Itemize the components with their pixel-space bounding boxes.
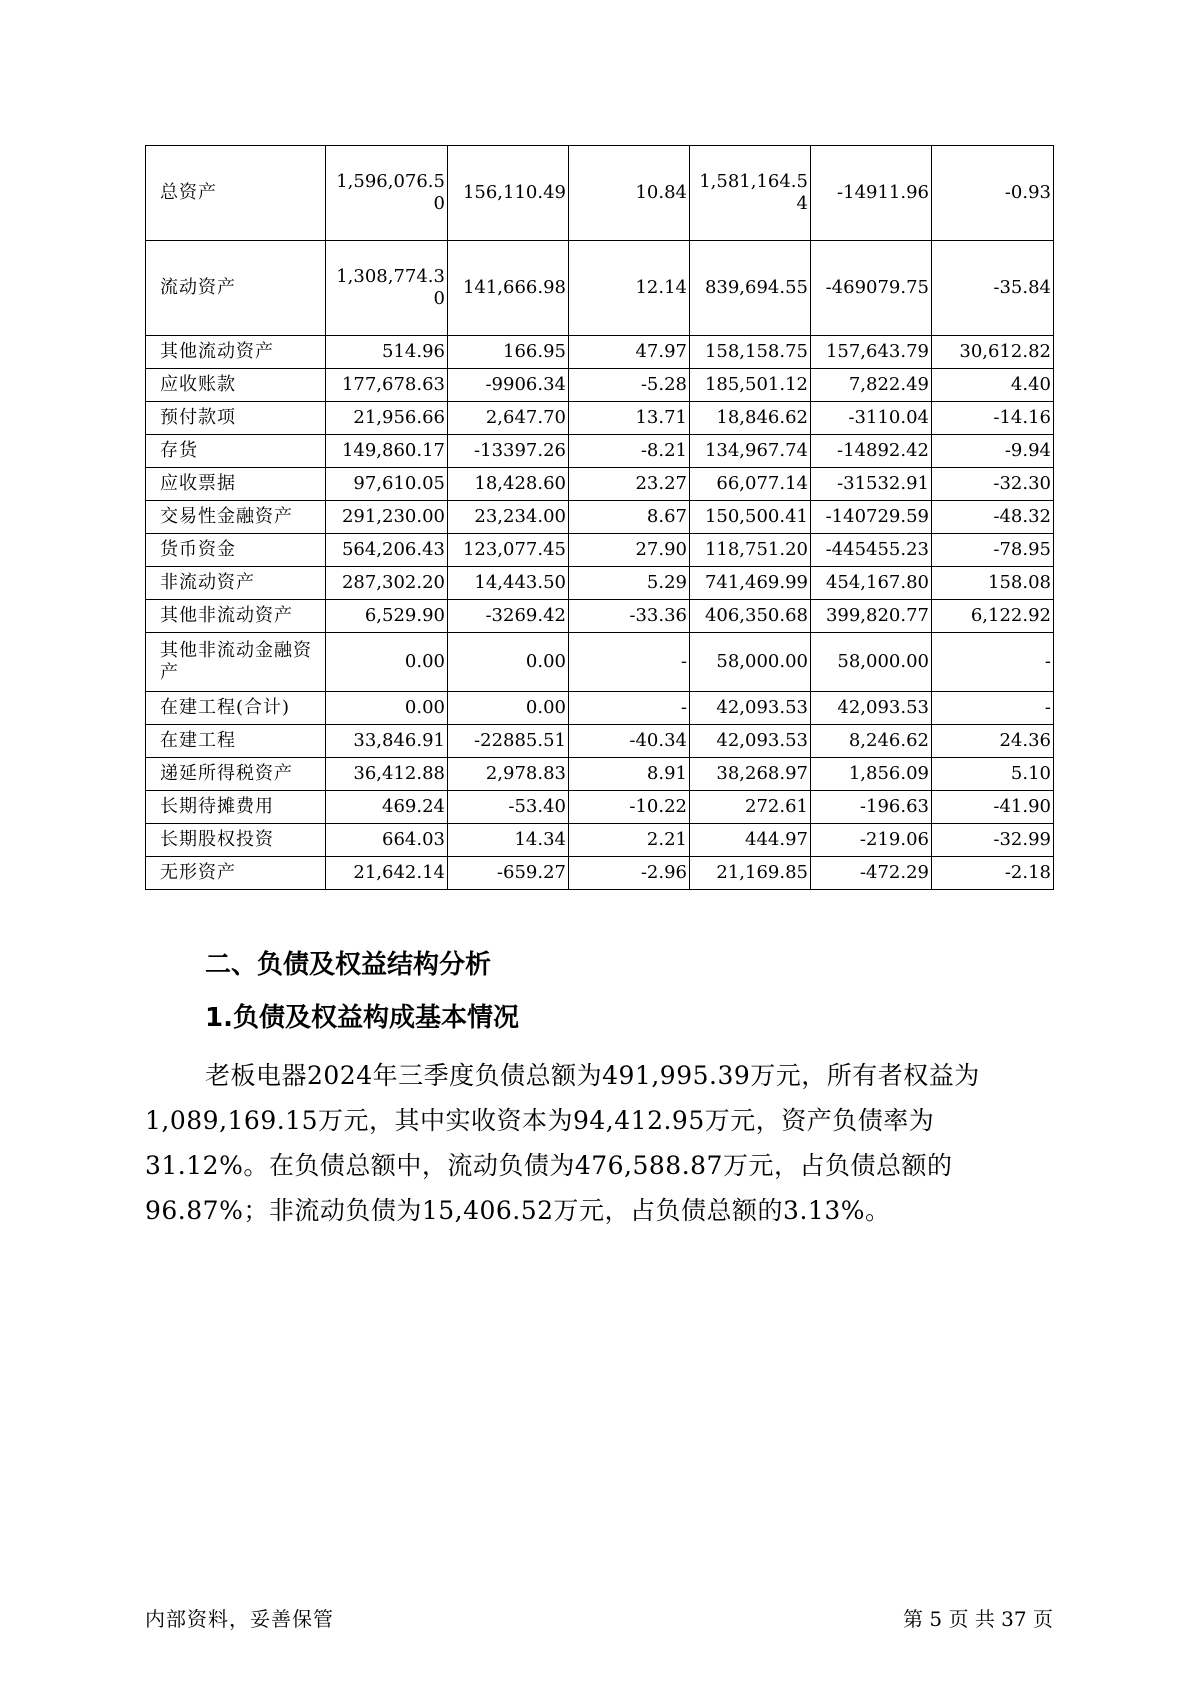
- value-cell: -32.30: [932, 468, 1054, 501]
- value-cell: 1,856.09: [811, 758, 932, 791]
- table-row: [146, 501, 1054, 534]
- value-cell: -41.90: [932, 791, 1054, 824]
- table-row: [146, 600, 1054, 633]
- row-label: 其他非流动资产: [146, 600, 326, 633]
- value-cell: 47.97: [569, 336, 690, 369]
- value-cell: 1,596,076.50: [326, 146, 448, 241]
- row-label: 交易性金融资产: [146, 501, 326, 534]
- value-cell: 287,302.20: [326, 567, 448, 600]
- value-cell: 4.40: [932, 369, 1054, 402]
- value-cell: 8.91: [569, 758, 690, 791]
- value-cell: -472.29: [811, 857, 932, 890]
- value-cell: 469.24: [326, 791, 448, 824]
- value-cell: -8.21: [569, 435, 690, 468]
- row-label: 其他非流动金融资产: [146, 633, 326, 692]
- value-cell: 150,500.41: [690, 501, 811, 534]
- value-cell: -22885.51: [448, 725, 569, 758]
- value-cell: 741,469.99: [690, 567, 811, 600]
- value-cell: 36,412.88: [326, 758, 448, 791]
- value-cell: -659.27: [448, 857, 569, 890]
- value-cell: 0.00: [448, 633, 569, 692]
- value-cell: -31532.91: [811, 468, 932, 501]
- value-cell: 134,967.74: [690, 435, 811, 468]
- value-cell: 8.67: [569, 501, 690, 534]
- value-cell: -40.34: [569, 725, 690, 758]
- value-cell: 18,846.62: [690, 402, 811, 435]
- row-label: 总资产: [146, 146, 326, 241]
- value-cell: 42,093.53: [690, 725, 811, 758]
- value-cell: -219.06: [811, 824, 932, 857]
- table-row: [146, 435, 1054, 468]
- value-cell: 291,230.00: [326, 501, 448, 534]
- row-label: 应收账款: [146, 369, 326, 402]
- row-label: 无形资产: [146, 857, 326, 890]
- footer-page-number: 第 5 页 共 37 页: [903, 1607, 1053, 1631]
- value-cell: 514.96: [326, 336, 448, 369]
- table-row: [146, 758, 1054, 791]
- value-cell: -469079.75: [811, 241, 932, 336]
- value-cell: 8,246.62: [811, 725, 932, 758]
- value-cell: 10.84: [569, 146, 690, 241]
- value-cell: 2.21: [569, 824, 690, 857]
- table-row: [146, 824, 1054, 857]
- value-cell: 1,308,774.30: [326, 241, 448, 336]
- value-cell: 123,077.45: [448, 534, 569, 567]
- value-cell: -2.18: [932, 857, 1054, 890]
- value-cell: 33,846.91: [326, 725, 448, 758]
- table-row: [146, 567, 1054, 600]
- value-cell: 166.95: [448, 336, 569, 369]
- row-label: 长期股权投资: [146, 824, 326, 857]
- value-cell: 18,428.60: [448, 468, 569, 501]
- value-cell: 38,268.97: [690, 758, 811, 791]
- value-cell: 97,610.05: [326, 468, 448, 501]
- value-cell: 664.03: [326, 824, 448, 857]
- value-cell: -445455.23: [811, 534, 932, 567]
- value-cell: 2,978.83: [448, 758, 569, 791]
- value-cell: 158.08: [932, 567, 1054, 600]
- row-label: 递延所得税资产: [146, 758, 326, 791]
- value-cell: 13.71: [569, 402, 690, 435]
- value-cell: -: [569, 692, 690, 725]
- value-cell: 149,860.17: [326, 435, 448, 468]
- value-cell: 141,666.98: [448, 241, 569, 336]
- value-cell: 23,234.00: [448, 501, 569, 534]
- value-cell: -5.28: [569, 369, 690, 402]
- table-row: [146, 791, 1054, 824]
- row-label: 长期待摊费用: [146, 791, 326, 824]
- value-cell: -: [569, 633, 690, 692]
- value-cell: -9906.34: [448, 369, 569, 402]
- value-cell: 185,501.12: [690, 369, 811, 402]
- value-cell: 5.10: [932, 758, 1054, 791]
- row-label: 其他流动资产: [146, 336, 326, 369]
- value-cell: 21,642.14: [326, 857, 448, 890]
- value-cell: 399,820.77: [811, 600, 932, 633]
- value-cell: -48.32: [932, 501, 1054, 534]
- value-cell: 454,167.80: [811, 567, 932, 600]
- table-row: [146, 857, 1054, 890]
- value-cell: -14.16: [932, 402, 1054, 435]
- value-cell: 21,956.66: [326, 402, 448, 435]
- value-cell: -32.99: [932, 824, 1054, 857]
- value-cell: 58,000.00: [690, 633, 811, 692]
- sub-heading: 1.负债及权益构成基本情况: [205, 1003, 519, 1033]
- body-paragraph: 老板电器2024年三季度负债总额为491,995.39万元，所有者权益为1,089,169.15万元，其中实收资本为94,412.95万元，资产负债率为31.12%。在负债总额中，流动负债为476,588.87万元，占负债总额的96.87%；非流动负债为15,406.52万元，占负债总额的3.13%。: [145, 1061, 980, 1225]
- value-cell: 2,647.70: [448, 402, 569, 435]
- value-cell: 156,110.49: [448, 146, 569, 241]
- value-cell: 1,581,164.54: [690, 146, 811, 241]
- value-cell: 0.00: [326, 633, 448, 692]
- value-cell: 0.00: [326, 692, 448, 725]
- value-cell: 66,077.14: [690, 468, 811, 501]
- value-cell: -0.93: [932, 146, 1054, 241]
- value-cell: -: [932, 692, 1054, 725]
- value-cell: -9.94: [932, 435, 1054, 468]
- value-cell: -13397.26: [448, 435, 569, 468]
- value-cell: 42,093.53: [811, 692, 932, 725]
- value-cell: 564,206.43: [326, 534, 448, 567]
- value-cell: -10.22: [569, 791, 690, 824]
- value-cell: 6,529.90: [326, 600, 448, 633]
- row-label: 流动资产: [146, 241, 326, 336]
- value-cell: 7,822.49: [811, 369, 932, 402]
- value-cell: -: [932, 633, 1054, 692]
- value-cell: -35.84: [932, 241, 1054, 336]
- value-cell: 839,694.55: [690, 241, 811, 336]
- value-cell: 406,350.68: [690, 600, 811, 633]
- table-row: [146, 633, 1054, 692]
- value-cell: 12.14: [569, 241, 690, 336]
- value-cell: 14.34: [448, 824, 569, 857]
- row-label: 应收票据: [146, 468, 326, 501]
- footer-confidential-note: 内部资料，妥善保管: [145, 1607, 334, 1631]
- value-cell: 14,443.50: [448, 567, 569, 600]
- value-cell: 158,158.75: [690, 336, 811, 369]
- value-cell: 272.61: [690, 791, 811, 824]
- value-cell: 27.90: [569, 534, 690, 567]
- value-cell: 118,751.20: [690, 534, 811, 567]
- value-cell: -78.95: [932, 534, 1054, 567]
- row-label: 存货: [146, 435, 326, 468]
- value-cell: 21,169.85: [690, 857, 811, 890]
- value-cell: 23.27: [569, 468, 690, 501]
- row-label: 在建工程: [146, 725, 326, 758]
- value-cell: 6,122.92: [932, 600, 1054, 633]
- value-cell: -140729.59: [811, 501, 932, 534]
- value-cell: 444.97: [690, 824, 811, 857]
- table-row: [146, 146, 1054, 241]
- value-cell: 24.36: [932, 725, 1054, 758]
- value-cell: -33.36: [569, 600, 690, 633]
- table-row: [146, 336, 1054, 369]
- row-label: 在建工程(合计): [146, 692, 326, 725]
- value-cell: -196.63: [811, 791, 932, 824]
- row-label: 非流动资产: [146, 567, 326, 600]
- table-row: [146, 534, 1054, 567]
- row-label: 货币资金: [146, 534, 326, 567]
- value-cell: -3269.42: [448, 600, 569, 633]
- value-cell: 177,678.63: [326, 369, 448, 402]
- table-row: [146, 369, 1054, 402]
- value-cell: -53.40: [448, 791, 569, 824]
- value-cell: 157,643.79: [811, 336, 932, 369]
- value-cell: 5.29: [569, 567, 690, 600]
- table-row: [146, 692, 1054, 725]
- section-heading: 二、负债及权益结构分析: [205, 950, 492, 980]
- table-row: [146, 725, 1054, 758]
- value-cell: 0.00: [448, 692, 569, 725]
- value-cell: -2.96: [569, 857, 690, 890]
- value-cell: 30,612.82: [932, 336, 1054, 369]
- value-cell: -14911.96: [811, 146, 932, 241]
- asset-change-table: [145, 145, 1054, 890]
- value-cell: 42,093.53: [690, 692, 811, 725]
- table-row: [146, 402, 1054, 435]
- table-row: [146, 241, 1054, 336]
- table-row: [146, 468, 1054, 501]
- value-cell: 58,000.00: [811, 633, 932, 692]
- value-cell: -3110.04: [811, 402, 932, 435]
- value-cell: -14892.42: [811, 435, 932, 468]
- row-label: 预付款项: [146, 402, 326, 435]
